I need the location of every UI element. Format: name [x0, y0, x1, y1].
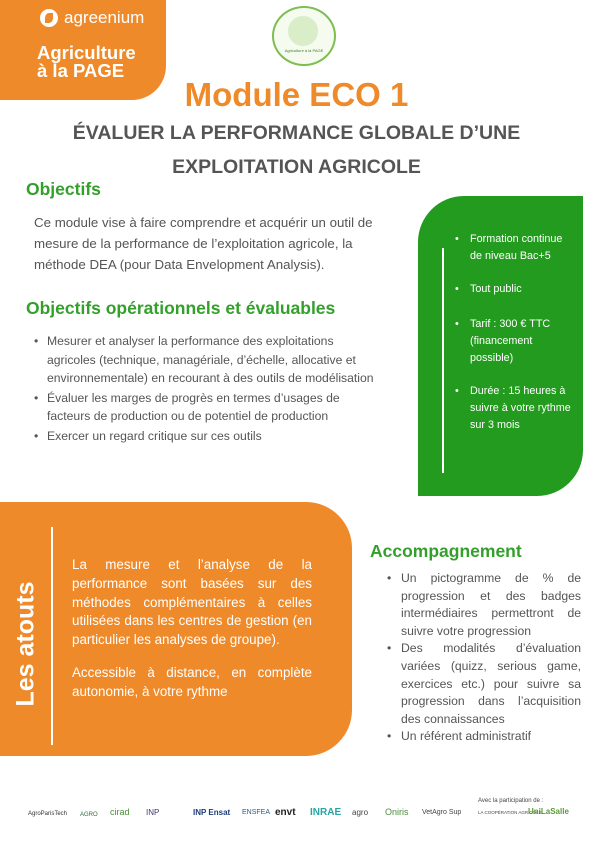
partner-logo: cirad [110, 807, 130, 817]
leaf-icon [40, 9, 58, 27]
list-item: • Mesurer et analyser la performance des exploitations agricoles (technique, managériale, d’échelle, allocative et environnementale) en recourant à des outils de modélisation [34, 332, 379, 388]
infos-label: Les infos [387, 301, 416, 411]
partner-logo: INP [146, 808, 160, 817]
partner-logo: envt [275, 807, 296, 818]
atouts-divider [51, 527, 53, 745]
infos-divider [442, 248, 444, 473]
agreenium-logo [40, 8, 144, 28]
list-item: • Formation continue de niveau Bac+5 [455, 231, 571, 265]
list-item: • Évaluer les marges de progrès en termes d’usages de facteurs de production ou de potentiel de production [34, 389, 379, 426]
participation-label: Avec la participation de : [478, 798, 544, 804]
series-line-1: Agriculture [37, 42, 136, 63]
partner-logo: INP Ensat [193, 808, 231, 817]
page-title: Module ECO 1 [184, 76, 409, 113]
list-item: • Tout public [455, 281, 571, 298]
partner-logo: VetAgro Sup [422, 809, 462, 816]
objectifs-heading: Objectifs [26, 179, 101, 199]
list-item: • Tarif : 300 € TTC (financement possible) [455, 316, 571, 367]
list-item: • Durée : 15 heures à suivre à votre rythme sur 3 mois [455, 383, 571, 434]
emblem-logo [272, 6, 336, 66]
operationnels-heading: Objectifs opérationnels et évaluables [26, 298, 336, 318]
subtitle-line-2: EXPLOITATION AGRICOLE [172, 156, 421, 178]
partner-logo: AgroParisTech [28, 811, 68, 817]
series-title [37, 44, 136, 80]
list-item: • Des modalités d’évaluation variées (quizz, serious game, exercices etc.) pour suivre sa progression dans l’acquisition des connaissances [387, 640, 581, 728]
atouts-paragraph-1: La mesure et l’analyse de la performance sont basées sur des méthodes complémentaires à celles utilisées dans les centres de gestion (en particulier les analyses de groupe). [72, 557, 312, 648]
atouts-paragraph-2: Accessible à distance, en complète autonomie, à votre rythme [72, 665, 312, 699]
partner-logo: ENSFEA [242, 809, 271, 816]
operationnels-list [34, 332, 379, 447]
partner-logo: INRAE [310, 807, 342, 818]
infos-list [455, 231, 571, 434]
list-item: • Exercer un regard critique sur ces outils [34, 427, 379, 446]
partner-logo: agro [352, 808, 369, 817]
partner-logos [28, 797, 573, 827]
page-subtitle [0, 116, 593, 184]
partner-logo: Oniris [385, 807, 409, 817]
accompagnement-heading: Accompagnement [370, 541, 522, 561]
atouts-label: Les atouts [11, 581, 40, 707]
emblem-text: Agriculture à la PAGE [284, 48, 324, 53]
list-item: • Un pictogramme de % de progression et des badges intermédiaires permettront de suivre votre progression [387, 570, 581, 640]
subtitle-line-1: ÉVALUER LA PERFORMANCE GLOBALE D’UNE [72, 122, 521, 144]
accompagnement-list [387, 570, 581, 746]
partner-logo: LA COOPÉRATION AGRICOLE [478, 810, 542, 815]
list-item: • Un référent administratif [387, 728, 581, 746]
emblem-leaf-icon [288, 16, 318, 46]
partner-logo: AGRO [80, 812, 98, 818]
series-line-2: à la PAGE [37, 60, 125, 81]
brand-name: agreenium [64, 8, 145, 27]
objectifs-text: Ce module vise à faire comprendre et acquérir un outil de mesure de la performance de l’exploitation agricole, la méthode DEA (pour Data Envelopment Analysis). [34, 215, 373, 272]
partner-logo: UniLaSalle [528, 807, 569, 816]
